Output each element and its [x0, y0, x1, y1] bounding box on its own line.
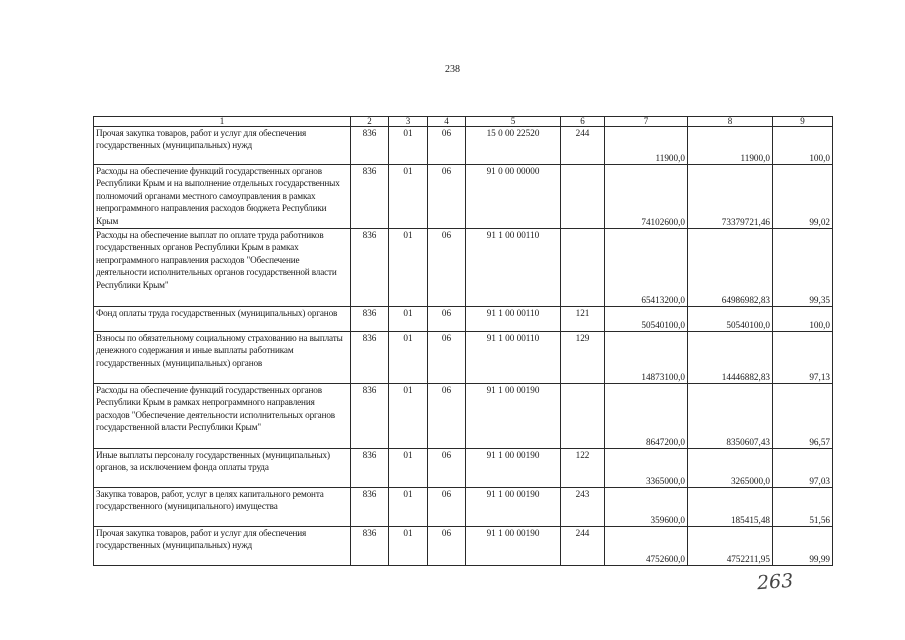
table-cell: 06 — [428, 307, 466, 332]
table-cell: 99,99 — [773, 527, 833, 566]
table-cell: 01 — [389, 307, 428, 332]
table-cell: 65413200,0 — [605, 229, 688, 307]
column-header: 3 — [389, 117, 428, 127]
table-cell: 06 — [428, 527, 466, 566]
row-description: Расходы на обеспечение функций государственных органов Республики Крым и на выполнение отдельных государственных полномочий органами местного самоуправления в рамках непрограммного направления расходов бюджета Республики Крым — [94, 165, 351, 229]
table-cell: 836 — [351, 384, 389, 449]
table-cell: 06 — [428, 449, 466, 488]
column-header: 9 — [773, 117, 833, 127]
table-cell: 01 — [389, 127, 428, 165]
row-description: Расходы на обеспечение функций государственных органов Республики Крым в рамках непрограммного направления расходов "Обеспечение деятельности исполнительных органов государственной власти Республики Крым" — [94, 384, 351, 449]
table-cell — [561, 384, 605, 449]
table-row — [94, 165, 833, 229]
table-cell: 3365000,0 — [605, 449, 688, 488]
table-cell: 4752211,95 — [688, 527, 773, 566]
table-cell: 01 — [389, 332, 428, 384]
row-description: Расходы на обеспечение выплат по оплате труда работников государственных органов Республики Крым в рамках непрограммного направления расходов "Обеспечение деятельности исполнительных органов государственной власти Республики Крым" — [94, 229, 351, 307]
table-cell: 06 — [428, 384, 466, 449]
table-cell: 121 — [561, 307, 605, 332]
handwritten-page-number — [756, 570, 794, 594]
table-cell: 91 1 00 00110 — [466, 332, 561, 384]
table-cell: 06 — [428, 127, 466, 165]
table-cell: 06 — [428, 165, 466, 229]
table-cell: 8647200,0 — [605, 384, 688, 449]
table-header-row — [94, 117, 833, 127]
table-cell: 01 — [389, 165, 428, 229]
table-row — [94, 332, 833, 384]
table-cell: 836 — [351, 307, 389, 332]
table-cell: 01 — [389, 229, 428, 307]
table-row — [94, 449, 833, 488]
row-description: Прочая закупка товаров, работ и услуг для обеспечения государственных (муниципальных) нужд — [94, 127, 351, 165]
table-cell: 01 — [389, 488, 428, 527]
column-header: 6 — [561, 117, 605, 127]
table-cell: 74102600,0 — [605, 165, 688, 229]
table-row — [94, 307, 833, 332]
table-cell: 91 1 00 00110 — [466, 307, 561, 332]
table-cell: 91 1 00 00190 — [466, 449, 561, 488]
signature-text: 263 — [756, 569, 794, 595]
table-cell: 14873100,0 — [605, 332, 688, 384]
table-cell: 244 — [561, 127, 605, 165]
table-cell: 11900,0 — [605, 127, 688, 165]
table-cell: 836 — [351, 229, 389, 307]
table-cell: 15 0 00 22520 — [466, 127, 561, 165]
row-description: Закупка товаров, работ, услуг в целях капитального ремонта государственного (муниципального) имущества — [94, 488, 351, 527]
row-description: Фонд оплаты труда государственных (муниципальных) органов — [94, 307, 351, 332]
table-cell: 243 — [561, 488, 605, 527]
row-description: Прочая закупка товаров, работ и услуг для обеспечения государственных (муниципальных) нужд — [94, 527, 351, 566]
table-cell: 99,35 — [773, 229, 833, 307]
table-cell: 91 1 00 00190 — [466, 527, 561, 566]
table-cell: 91 1 00 00190 — [466, 384, 561, 449]
table-cell: 01 — [389, 527, 428, 566]
column-header: 4 — [428, 117, 466, 127]
column-header: 7 — [605, 117, 688, 127]
table-cell: 4752600,0 — [605, 527, 688, 566]
table-row — [94, 488, 833, 527]
table-cell: 836 — [351, 332, 389, 384]
table-cell: 01 — [389, 449, 428, 488]
table-row — [94, 127, 833, 165]
table-row — [94, 527, 833, 566]
table-cell: 97,03 — [773, 449, 833, 488]
table-cell — [561, 229, 605, 307]
table-cell: 836 — [351, 165, 389, 229]
table-cell: 122 — [561, 449, 605, 488]
table-cell: 97,13 — [773, 332, 833, 384]
table-cell: 836 — [351, 127, 389, 165]
table-cell: 91 0 00 00000 — [466, 165, 561, 229]
column-header: 5 — [466, 117, 561, 127]
table-row — [94, 384, 833, 449]
table-cell: 129 — [561, 332, 605, 384]
table-cell: 3265000,0 — [688, 449, 773, 488]
column-header: 2 — [351, 117, 389, 127]
table-cell: 11900,0 — [688, 127, 773, 165]
table-cell: 01 — [389, 384, 428, 449]
table-cell: 100,0 — [773, 307, 833, 332]
table-cell: 836 — [351, 488, 389, 527]
table-cell: 06 — [428, 229, 466, 307]
table-cell: 244 — [561, 527, 605, 566]
table-cell: 96,57 — [773, 384, 833, 449]
table-cell: 91 1 00 00110 — [466, 229, 561, 307]
table-cell: 91 1 00 00190 — [466, 488, 561, 527]
table-cell — [561, 165, 605, 229]
table-cell: 51,56 — [773, 488, 833, 527]
column-header: 8 — [688, 117, 773, 127]
page-number: 238 — [445, 64, 460, 75]
table-cell: 836 — [351, 449, 389, 488]
table-cell: 50540100,0 — [688, 307, 773, 332]
table-row — [94, 229, 833, 307]
column-header: 1 — [94, 117, 351, 127]
table-cell: 836 — [351, 527, 389, 566]
budget-table — [93, 116, 833, 566]
table-cell: 64986982,83 — [688, 229, 773, 307]
table-cell: 100,0 — [773, 127, 833, 165]
table-cell: 99,02 — [773, 165, 833, 229]
table-cell: 73379721,46 — [688, 165, 773, 229]
table-cell: 06 — [428, 332, 466, 384]
table-cell: 50540100,0 — [605, 307, 688, 332]
table-cell: 14446882,83 — [688, 332, 773, 384]
table-cell: 359600,0 — [605, 488, 688, 527]
table-cell: 8350607,43 — [688, 384, 773, 449]
row-description: Взносы по обязательному социальному страхованию на выплаты денежного содержания и иные выплаты работникам государственных (муниципальных) органов — [94, 332, 351, 384]
table-cell: 185415,48 — [688, 488, 773, 527]
row-description: Иные выплаты персоналу государственных (муниципальных) органов, за исключением фонда оплаты труда — [94, 449, 351, 488]
table-cell: 06 — [428, 488, 466, 527]
